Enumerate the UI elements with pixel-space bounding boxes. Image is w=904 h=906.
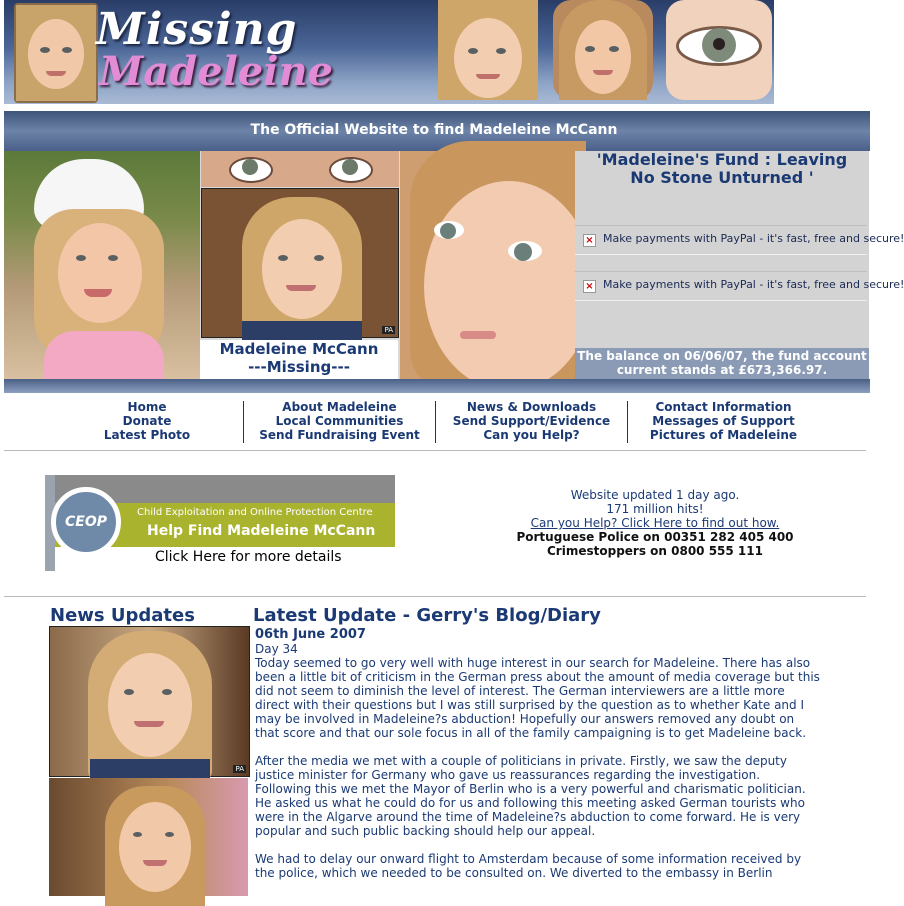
divider: [4, 450, 866, 451]
hits-text: 171 million hits!: [606, 502, 704, 516]
nav-donate[interactable]: Donate: [122, 414, 172, 428]
caption-name: Madeleine McCann: [219, 340, 379, 358]
updated-text: Website updated 1 day ago.: [570, 488, 740, 502]
nav-local-communities[interactable]: Local Communities: [275, 414, 404, 428]
blog-heading: Latest Update - Gerry's Blog/Diary: [253, 605, 601, 626]
site-header: [4, 0, 774, 104]
collage-photo-hat: [4, 151, 200, 379]
banner-title: The Official Website to find Madeleine McCann: [250, 122, 618, 138]
fund-title: 'Madeleine's Fund : Leaving No Stone Unturned ': [596, 150, 848, 187]
nav-column-3: [444, 400, 619, 442]
nav-divider: [435, 401, 436, 443]
nav-divider: [243, 401, 244, 443]
blog-day: Day 34: [255, 642, 298, 656]
main-navigation: [4, 398, 870, 450]
nav-pictures[interactable]: Pictures of Madeleine: [649, 428, 798, 442]
ceop-help-text: Help Find Madeleine McCann: [147, 523, 376, 539]
caption-missing: ---Missing---: [248, 358, 350, 376]
nav-send-support[interactable]: Send Support/Evidence: [452, 414, 611, 428]
header-photo-2: [438, 0, 538, 100]
nav-messages[interactable]: Messages of Support: [652, 414, 795, 428]
paypal-button-1[interactable]: [575, 225, 904, 255]
nav-can-you-help[interactable]: Can you Help?: [483, 428, 580, 442]
site-banner: [4, 111, 870, 151]
news-updates-heading: News Updates: [50, 605, 195, 626]
broken-image-icon: ×: [583, 280, 596, 293]
nav-contact[interactable]: Contact Information: [655, 400, 792, 414]
blog-paragraph: After the media we met with a couple of politicians in private. Firstly, we saw the deputy justice minister for Germany who gave us reassurances regarding the investigation. Following this we met the Mayor of Berlin who is a very powerful and charismatic politician. He asked us what he could do for us and following this meeting asked German tourists who were in the Algarve around the time of Madeleine?s abduction to come forward. He is very popular and such public backing should help our appeal.: [255, 754, 806, 838]
fund-balance: The balance on 06/06/07, the fund account current stands at £673,366.97.: [575, 348, 869, 380]
ceop-logo-text: CEOP: [65, 514, 107, 530]
nav-home[interactable]: Home: [127, 400, 167, 414]
broken-image-icon: ×: [583, 234, 596, 247]
header-right-spacer: [774, 0, 870, 111]
news-photo-1[interactable]: [49, 626, 250, 777]
nav-column-4: [636, 400, 811, 442]
collage-photo-center: [201, 188, 399, 338]
collage-photo-eyes: [201, 151, 399, 187]
ceop-banner[interactable]: [45, 475, 395, 571]
blog-paragraph: We had to delay our onward flight to Amsterdam because of some information received by the police, which we needed to be consulted on. We diverted to the embassy in Berlin: [255, 852, 802, 880]
divider: [4, 596, 866, 597]
news-photo-2[interactable]: [49, 778, 248, 896]
nav-column-1: [92, 400, 202, 442]
panel-bottom-band: [4, 379, 870, 393]
paypal-text: Make payments with PayPal - it's fast, free and secure!: [603, 278, 904, 291]
header-photo-eye: [666, 0, 772, 100]
paypal-button-2[interactable]: [575, 271, 904, 301]
blog-paragraph: Today seemed to go very well with huge interest in our search for Madeleine. There has also been a little bit of criticism in the German press about the amount of media coverage but this did not seem to diminish the level of interest. The German interviewers are a little more direct with their questions but I was still surprised by the question as to whether Kate and I may be involved in Madeleine?s abduction! Hopefully our answers removed any doubt on that score and that our sole focus in all of the family campaigning is to get Madeleine back.: [255, 656, 820, 740]
ceop-click-text[interactable]: Click Here for more details: [155, 549, 342, 565]
collage-photo-closeup: [400, 151, 576, 379]
crimestoppers-phone: Crimestoppers on 0800 555 111: [547, 544, 763, 558]
nav-about[interactable]: About Madeleine: [282, 400, 397, 414]
logo-text-missing: Missing: [96, 4, 298, 55]
site-info: [490, 488, 820, 558]
nav-column-2: [252, 400, 427, 442]
pa-credit: PA: [384, 326, 393, 334]
ceop-subtitle: Child Exploitation and Online Protection Centre: [137, 507, 373, 518]
photo-caption: [200, 340, 398, 379]
logo-text-madeleine: Madeleine: [99, 48, 333, 95]
header-photo-3: [553, 0, 653, 100]
header-photo-1: [14, 3, 98, 103]
police-phone: Portuguese Police on 00351 282 405 400: [516, 530, 794, 544]
pa-credit: PA: [235, 765, 244, 773]
blog-date: 06th June 2007: [255, 627, 366, 642]
paypal-text: Make payments with PayPal - it's fast, free and secure!: [603, 232, 904, 245]
fund-panel: [575, 150, 904, 379]
blog-content: [255, 628, 820, 894]
nav-latest-photo[interactable]: Latest Photo: [103, 428, 191, 442]
help-link[interactable]: Can you Help? Click Here to find out how.: [530, 516, 780, 530]
nav-fundraising-event[interactable]: Send Fundraising Event: [259, 428, 420, 442]
nav-news-downloads[interactable]: News & Downloads: [466, 400, 597, 414]
nav-divider: [627, 401, 628, 443]
